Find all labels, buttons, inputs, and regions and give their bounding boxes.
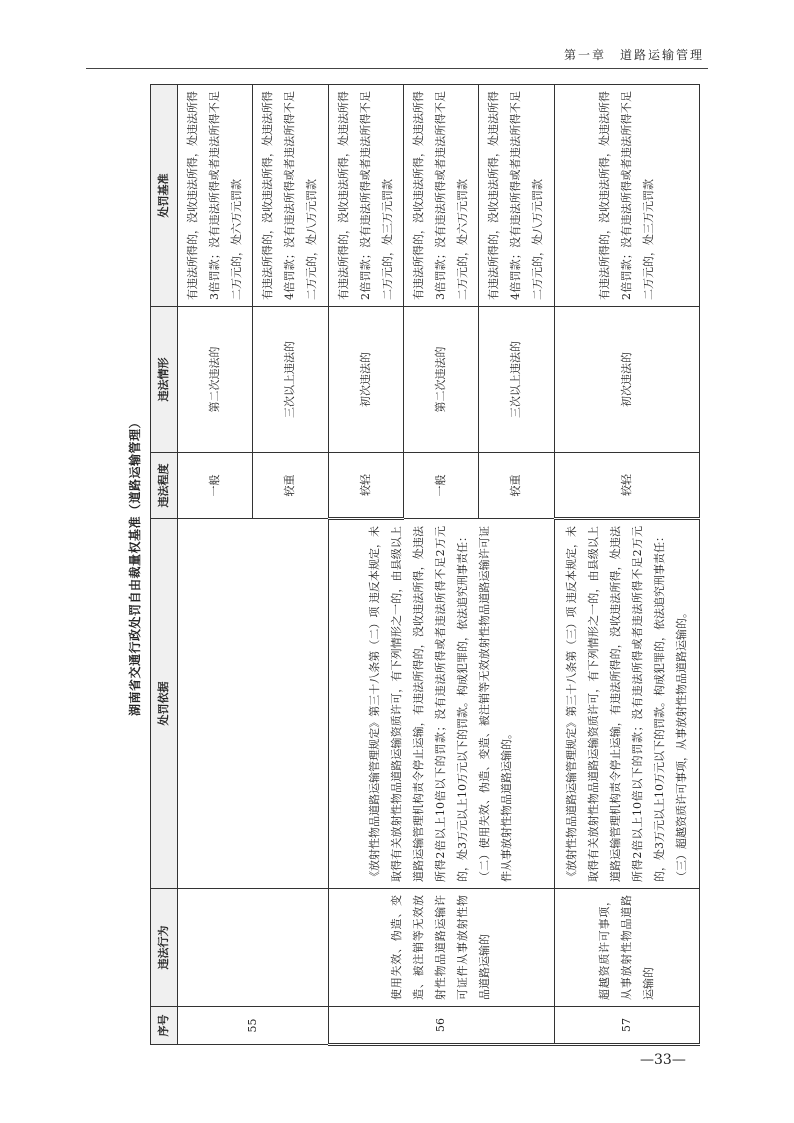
penalty-standard: 有违法所得的，没收违法所得，处违法所得4倍罚款；没有违法所得或者违法所得不足二万元的，处八万元罚款 (479, 85, 554, 307)
violation-situation: 初次违法的 (554, 307, 699, 453)
table-title: 湖南省交通行政处罚自由裁量权基准（道路运输管理） (128, 416, 142, 717)
page-number: —33— (640, 1052, 686, 1068)
col-header-situation: 违法情形 (151, 307, 178, 453)
violation-situation: 三次以上违法的 (479, 307, 554, 453)
violation-act: 使用失效、伪造、变造、被注销等无效放射性物品道路运输许可证件从事放射性物品道路运输的 (328, 889, 554, 1007)
basis-paragraph: （二）使用失效、伪造、变造、被注销等无效放射性物品道路运输许可证件从事放射性物品道路运输的。 (478, 526, 514, 882)
table-row (178, 85, 253, 1045)
row-number: 57 (554, 1007, 699, 1045)
violation-act (178, 889, 329, 1007)
chapter-header: 第一章 道路运输管理 (563, 48, 704, 62)
col-header-basis: 处罚依据 (151, 519, 178, 889)
col-header-standard: 处罚基准 (151, 85, 178, 307)
header-rule (86, 68, 708, 69)
table-row (328, 85, 403, 1045)
row-number: 56 (328, 1007, 554, 1045)
basis-paragraph: 《放射性物品道路运输管理规定》第三十八条第（二）项 违反本规定，未取得有关放射性物品道路运输资质许可，有下列情形之一的，由县级以上道路运输管理机构责令停止运输，有违法所得的，没收违法所得，处违法所得2倍以上10倍以下的罚款；没有违法所得或者违法所得不足2万元的，处3万元以上10万元以下的罚款。构成犯罪的，依法追究刑事责任： (368, 526, 470, 882)
violation-degree: 较重 (253, 453, 328, 519)
violation-degree: 较轻 (328, 453, 403, 519)
penalty-standard: 有违法所得的，没收违法所得，处违法所得3倍罚款；没有违法所得或者违法所得不足二万元的，处六万元罚款 (178, 85, 253, 307)
penalty-basis (328, 519, 554, 889)
penalty-basis (554, 519, 699, 889)
table-header-row (151, 85, 178, 1045)
violation-situation: 初次违法的 (328, 307, 403, 453)
col-header-act: 违法行为 (151, 889, 178, 1007)
table-row (554, 85, 699, 1045)
violation-situation: 三次以上违法的 (253, 307, 328, 453)
penalty-standard: 有违法所得的，没收违法所得，处违法所得2倍罚款；没有违法所得或者违法所得不足二万元的，处三万元罚款 (328, 85, 403, 307)
penalty-standard: 有违法所得的，没收违法所得，处违法所得4倍罚款；没有违法所得或者违法所得不足二万元的，处八万元罚款 (253, 85, 328, 307)
violation-degree: 较重 (479, 453, 554, 519)
penalty-standard-table (150, 84, 700, 1046)
col-header-degree: 违法程度 (151, 453, 178, 519)
violation-act: 超越资质许可事项，从事放射性物品道路运输的 (554, 889, 699, 1007)
violation-degree: 较轻 (554, 453, 699, 519)
penalty-standard: 有违法所得的，没收违法所得，处违法所得3倍罚款；没有违法所得或者违法所得不足二万元的，处六万元罚款 (403, 85, 478, 307)
col-header-no: 序号 (151, 1007, 178, 1045)
violation-situation: 第二次违法的 (178, 307, 253, 453)
basis-paragraph: 《放射性物品道路运输管理规定》第三十八条第（三）项 违反本规定，未取得有关放射性物品道路运输资质许可，有下列情形之一的，由县级以上道路运输管理机构责令停止运输，有违法所得的，没收违法所得，处违法所得2倍以上10倍以下的罚款；没有违法所得或者违法所得不足2万元的，处3万元以上10万元以下的罚款。构成犯罪的，依法追究刑事责任： (564, 526, 666, 882)
violation-degree: 一般 (178, 453, 253, 519)
row-number: 55 (178, 1007, 329, 1045)
penalty-basis (178, 519, 329, 889)
violation-degree: 一般 (403, 453, 478, 519)
rotated-table-area (120, 86, 700, 1046)
violation-situation: 第二次违法的 (403, 307, 478, 453)
basis-paragraph: （三）超越资质许可事项，从事放射性物品道路运输的。 (674, 607, 688, 882)
penalty-standard: 有违法所得的，没收违法所得，处违法所得2倍罚款；没有违法所得或者违法所得不足二万元的，处三万元罚款 (554, 85, 699, 307)
